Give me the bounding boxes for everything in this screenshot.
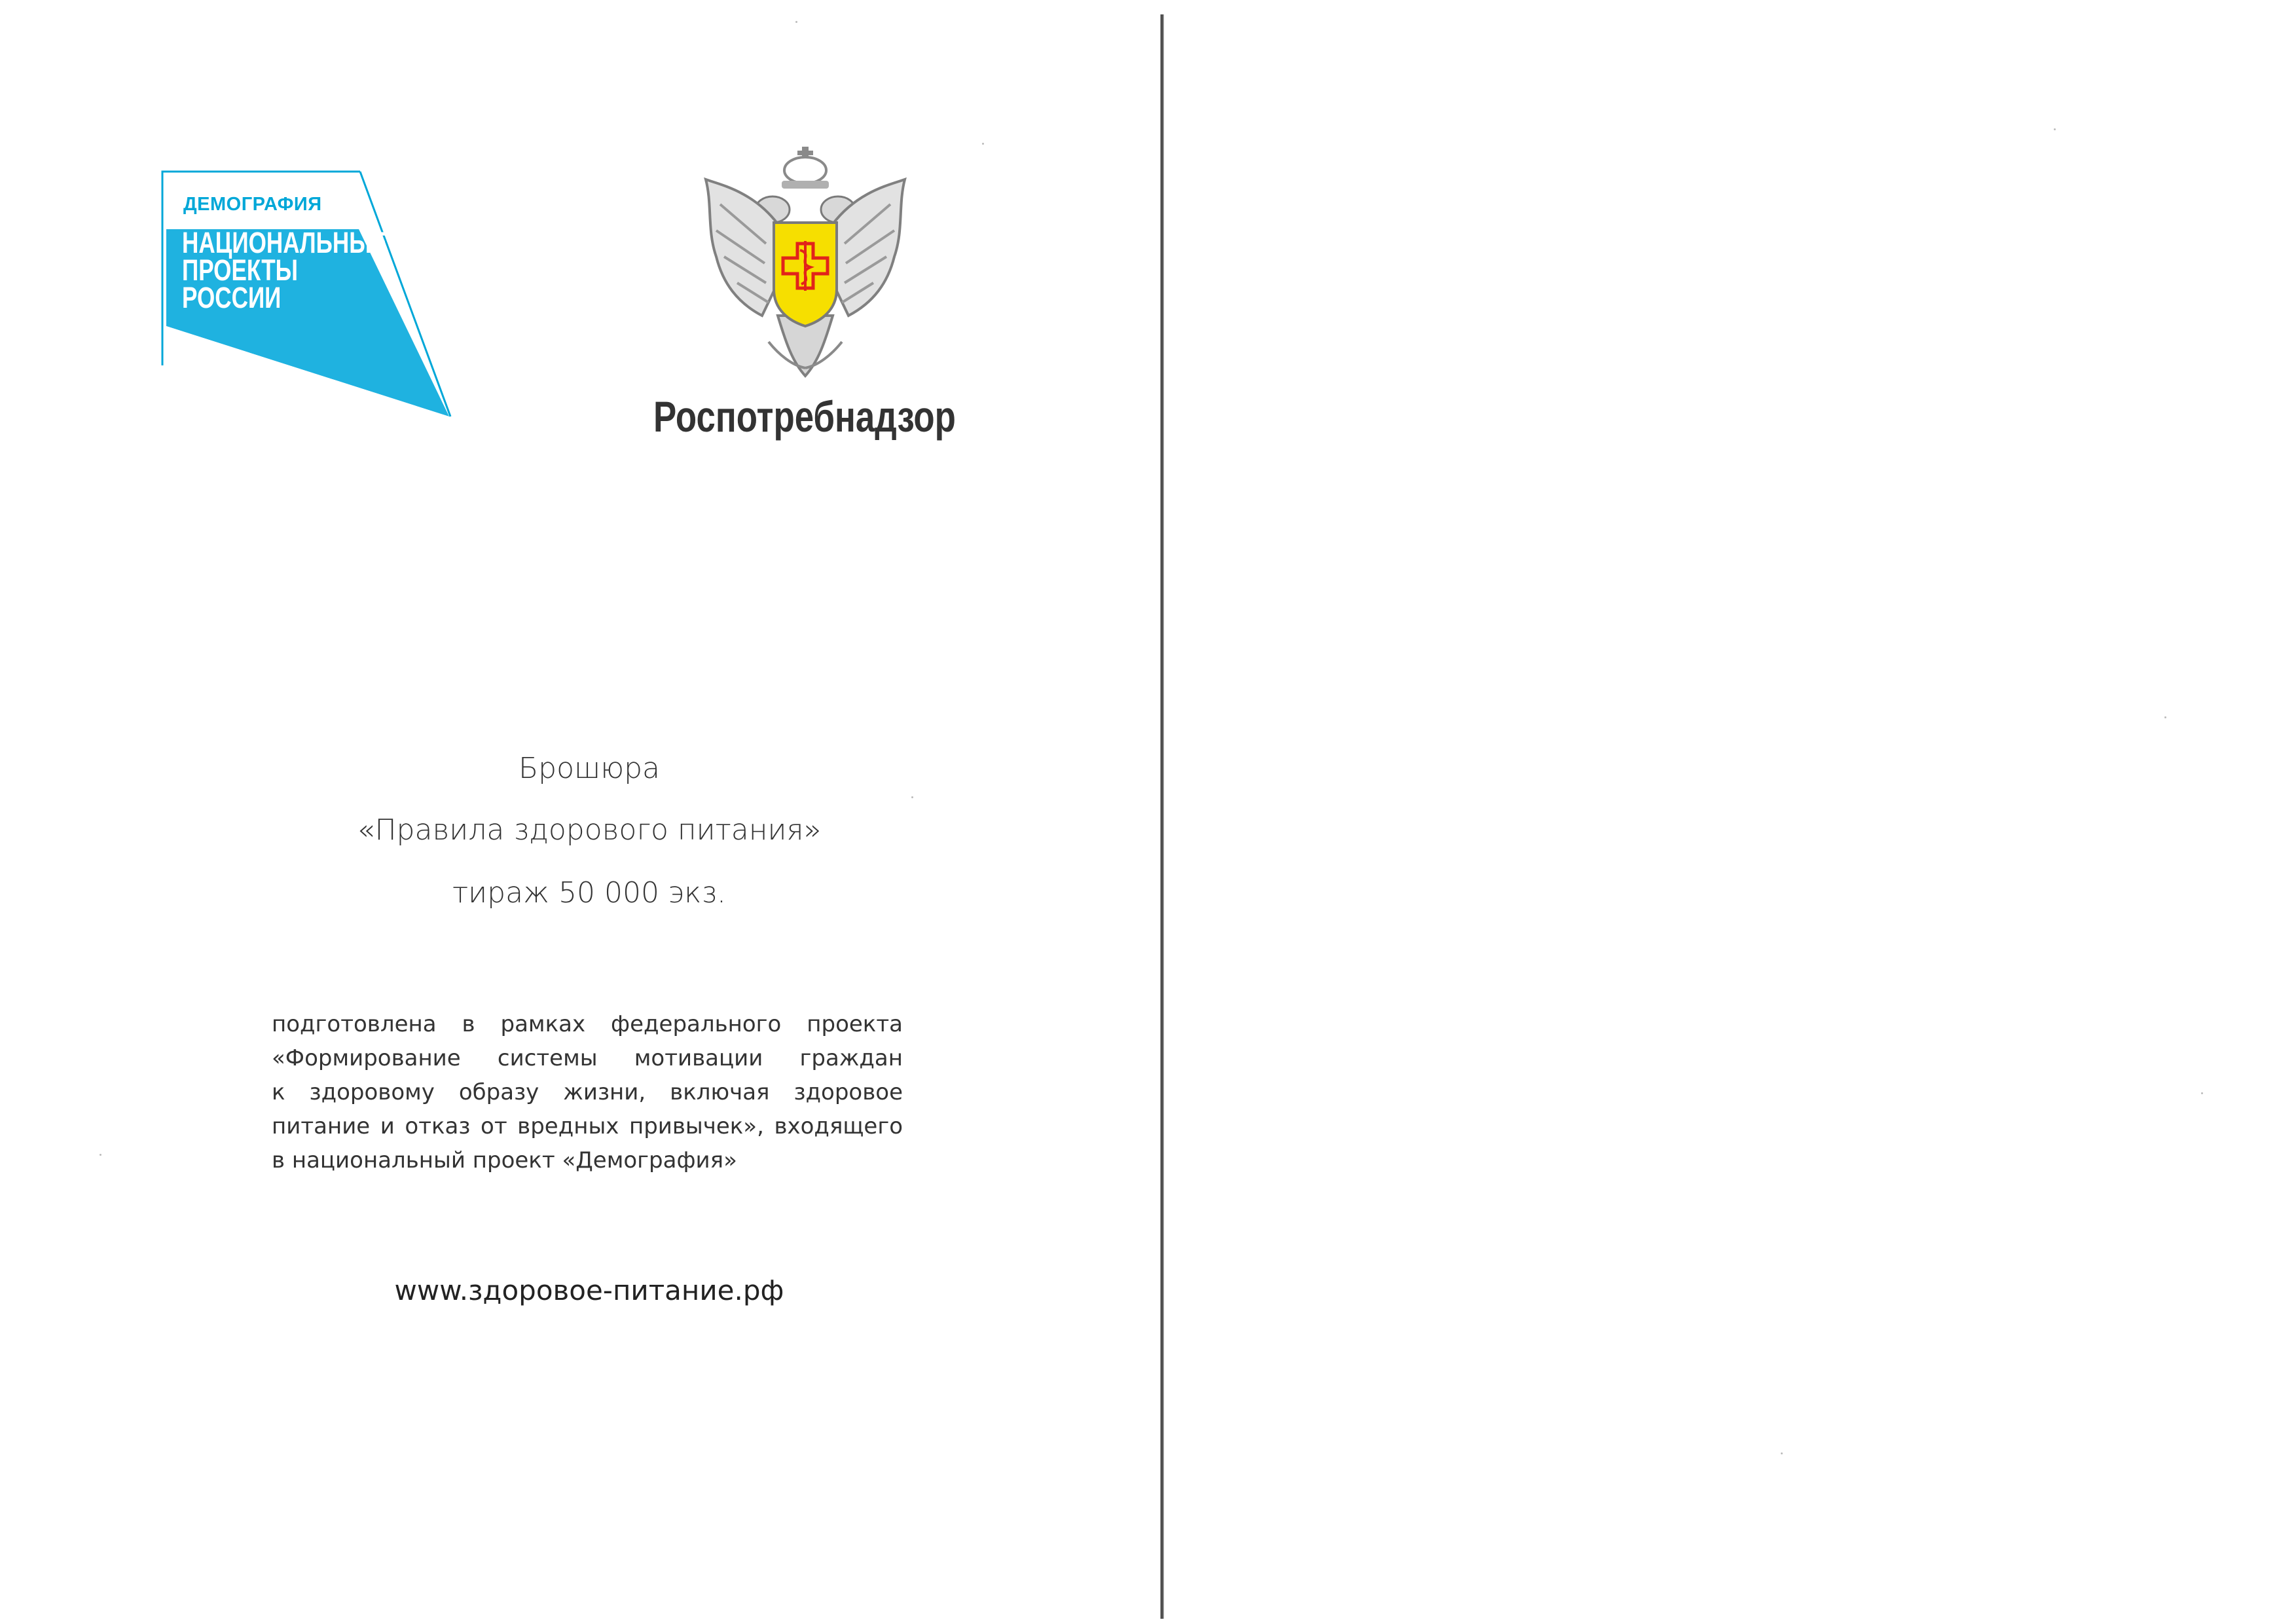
scan-speck <box>911 796 913 798</box>
scan-speck <box>795 21 797 23</box>
description-line: подготовлена в рамках федерального проекта <box>272 1011 903 1037</box>
double-headed-eagle-emblem-icon <box>701 145 910 381</box>
project-description <box>272 1007 903 1177</box>
description-line: «Формирование системы мотивации граждан <box>272 1045 903 1071</box>
brochure-label: Брошюра <box>518 752 660 785</box>
scan-speck <box>1781 1452 1783 1454</box>
scan-speck <box>2201 1092 2203 1094</box>
website-link[interactable]: www.здоровое-питание.рф <box>394 1274 784 1306</box>
scan-speck <box>2164 716 2166 718</box>
print-run: тираж 50 000 экз. <box>452 876 726 910</box>
natsproekty-line-2: ПРОЕКТЫ <box>182 253 298 287</box>
scan-speck <box>982 143 984 145</box>
right-page <box>1172 0 2296 1624</box>
description-line: к здоровому образу жизни, включая здоровое <box>272 1079 903 1105</box>
scan-speck <box>2054 128 2056 130</box>
rospotrebnadzor-title: Роспотребнадзор <box>653 392 956 441</box>
natsproekty-line-3: РОССИИ <box>182 281 282 314</box>
description-line: питание и отказ от вредных привычек», входящего <box>272 1113 903 1139</box>
natsproekty-line-1: НАЦИОНАЛЬНЫЕ <box>182 226 387 259</box>
description-line: в национальный проект «Демография» <box>272 1147 737 1173</box>
natsproekty-title <box>182 226 387 314</box>
fold-line <box>1160 14 1164 1619</box>
brochure-title: «Правила здорового питания» <box>357 813 822 847</box>
natsproekty-small-label: ДЕМОГРАФИЯ <box>183 194 322 215</box>
scan-speck <box>100 1154 101 1156</box>
natsproekty-logo <box>152 169 453 418</box>
